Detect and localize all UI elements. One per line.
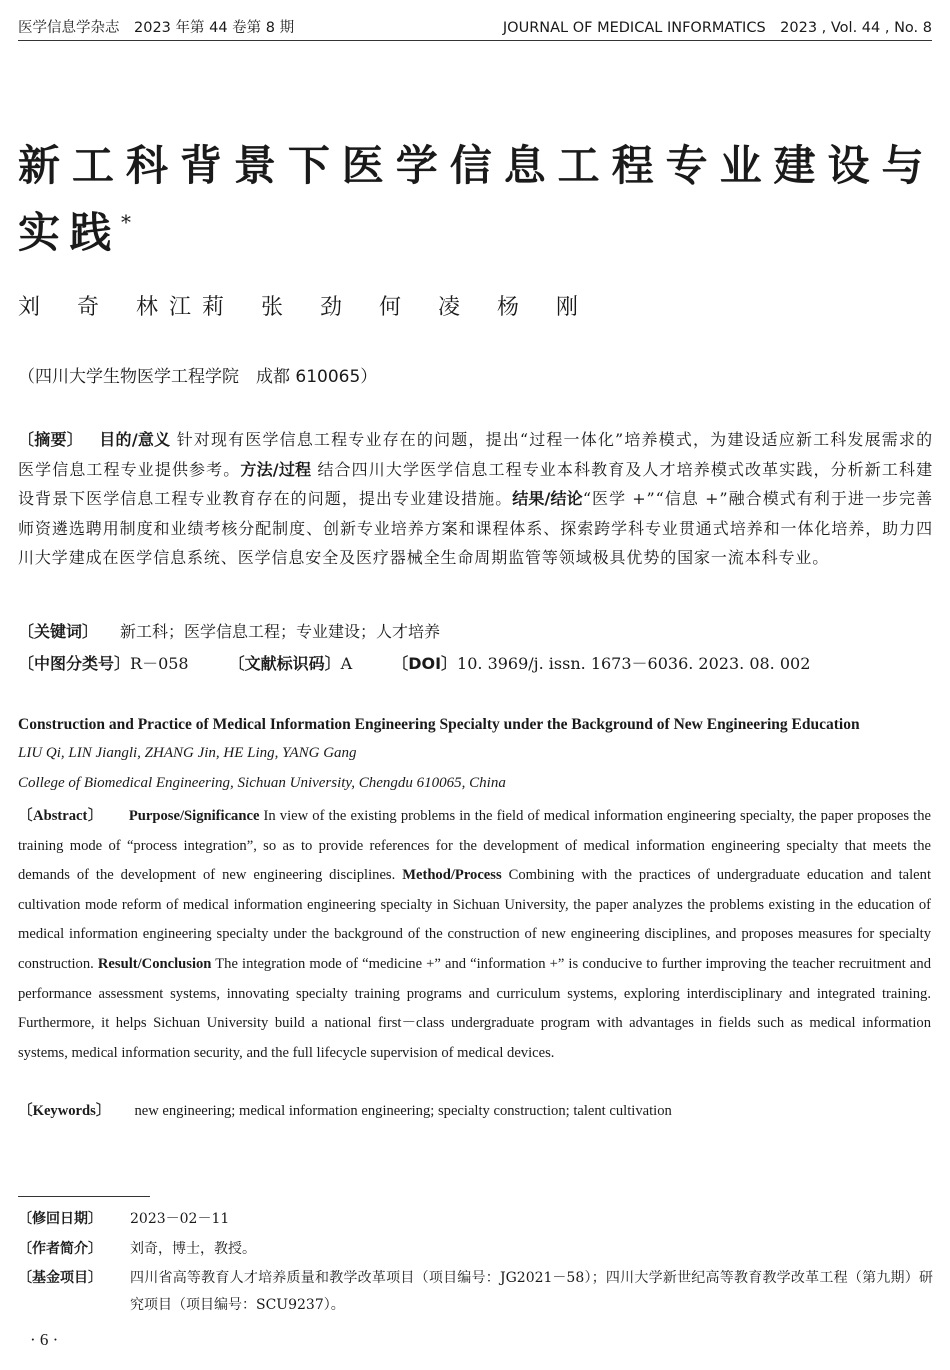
purpose-label-zh: 目的/意义 — [99, 430, 171, 449]
method-text-en: Combining with the practices of undergraduate education and talent cultivation mode reform of medical information engineering specialty in Sichuan University, the paper analyzes the problems existing in the education of medical information engineering specialty under the background of the construction of new engineering disciplines, and proposes measures for specialty construction. — [18, 867, 931, 972]
keywords-tag-en: 〔Keywords〕 — [18, 1103, 111, 1119]
method-label-en: Method/Process — [402, 867, 502, 884]
article-title-text: 新工科背景下医学信息工程专业建设与实践 — [18, 141, 933, 257]
english-abstract — [18, 802, 931, 1068]
keywords-text-en: new engineering; medical information engineering; specialty construction; talent cultivation — [134, 1103, 672, 1119]
clc-tag: 〔中图分类号〕 — [18, 654, 131, 673]
chinese-keywords — [18, 621, 440, 643]
author-bio-value: 刘奇，博士，教授。 — [130, 1241, 256, 1257]
keywords-text-zh: 新工科；医学信息工程；专业建设；人才培养 — [120, 622, 441, 641]
footnote-revised-date — [18, 1206, 933, 1233]
doc-code-tag: 〔文献标识码〕 — [228, 654, 341, 673]
classification-line — [18, 653, 810, 675]
page-number: · 6 · — [30, 1330, 59, 1349]
author-list: 刘 奇 林江莉 张 劲 何 凌 杨 刚 — [18, 295, 589, 320]
funding-value: 四川省高等教育人才培养质量和教学改革项目（项目编号：JG2021－58）；四川大学新世纪高等教育教学改革工程（第九期）研究项目（项目编号：SCU9237）。 — [130, 1270, 933, 1313]
result-text-en: The integration mode of “medicine +” and “information +” is conducive to further improving the teacher recruitment and performance assessment systems, innovating specialty training programs and curriculum systems, exploring interdisciplinary and integrated training. Furthermore, it helps Sichuan University build a national first－class undergraduate program with advantages in fields such as medical information systems, medical information security, and the full lifecycle supervision of medical devices. — [18, 955, 931, 1061]
article-title — [18, 138, 933, 261]
purpose-text-zh: 针对现有医学信息工程专业存在的问题，提出“过程一体化”培养模式，为建设适应新工科发展需求的医学信息工程专业提供参考。 — [18, 430, 933, 479]
result-label-en: Result/Conclusion — [97, 955, 212, 972]
purpose-label-en: Purpose/Significance — [128, 808, 260, 824]
running-head — [18, 18, 932, 41]
footnote-author-bio — [18, 1236, 933, 1263]
method-label-zh: 方法/过程 — [240, 459, 312, 479]
affiliation: （四川大学生物医学工程学院 成都 610065） — [18, 367, 378, 387]
method-text-zh: 结合四川大学医学信息工程专业本科教育及人才培养模式改革实践，分析新工科建设背景下医学信息工程专业教育存在的问题，提出专业建设措施。 — [18, 459, 934, 508]
purpose-text-en: In view of the existing problems in the field of medical information engineering specialty, the paper proposes the training mode of “process integration”, so as to provide references for the development of medical information engineering specialty that meets the demands of the development of new engineering disciplines. — [18, 808, 932, 884]
result-text-zh: “医学 +”“信息 +”融合模式有利于进一步完善师资遴选聘用制度和业绩考核分配制度、创新专业培养方案和课程体系、探索跨学科专业贯通式培养和一体化培养，助力四川大学建成在医学信息系统、医学信息安全及医疗器械全生命周期监管等领域极具优势的国家一流本科专业。 — [18, 489, 933, 567]
abstract-tag-en: 〔Abstract〕 — [18, 808, 103, 824]
english-authors: LIU Qi, LIN Jiangli, ZHANG Jin, HE Ling, YANG Gang — [18, 745, 357, 761]
journal-name-zh: 医学信息学杂志 2023 年第 44 卷第 8 期 — [18, 20, 295, 36]
result-label-zh: 结果/结论 — [512, 489, 583, 508]
english-affiliation: College of Biomedical Engineering, Sichuan University, Chengdu 610065, China — [18, 775, 506, 791]
chinese-abstract — [18, 425, 933, 573]
keywords-tag-zh: 〔关键词〕 — [18, 622, 99, 641]
english-title: Construction and Practice of Medical Information Engineering Specialty under the Background of New Engineering Education — [18, 716, 860, 733]
title-footnote-mark: * — [121, 210, 132, 234]
footnote-funding — [18, 1265, 933, 1319]
author-bio-tag: 〔作者简介〕 — [18, 1241, 102, 1257]
revised-date-tag: 〔修回日期〕 — [18, 1211, 102, 1227]
english-keywords — [18, 1099, 672, 1120]
doi-value: 10. 3969/j. issn. 1673－6036. 2023. 08. 002 — [457, 654, 811, 673]
doi-tag: 〔DOI〕 — [392, 654, 458, 673]
revised-date-value: 2023－02－11 — [130, 1211, 230, 1227]
journal-name-en: JOURNAL OF MEDICAL INFORMATICS 2023 , Vol. 44 , No. 8 — [502, 20, 932, 36]
funding-tag: 〔基金项目〕 — [18, 1270, 102, 1286]
abstract-tag-zh: 〔摘要〕 — [18, 430, 84, 449]
clc-value: R－058 — [130, 654, 189, 673]
footnote-divider — [18, 1196, 150, 1197]
doc-code-value: A — [340, 654, 353, 673]
